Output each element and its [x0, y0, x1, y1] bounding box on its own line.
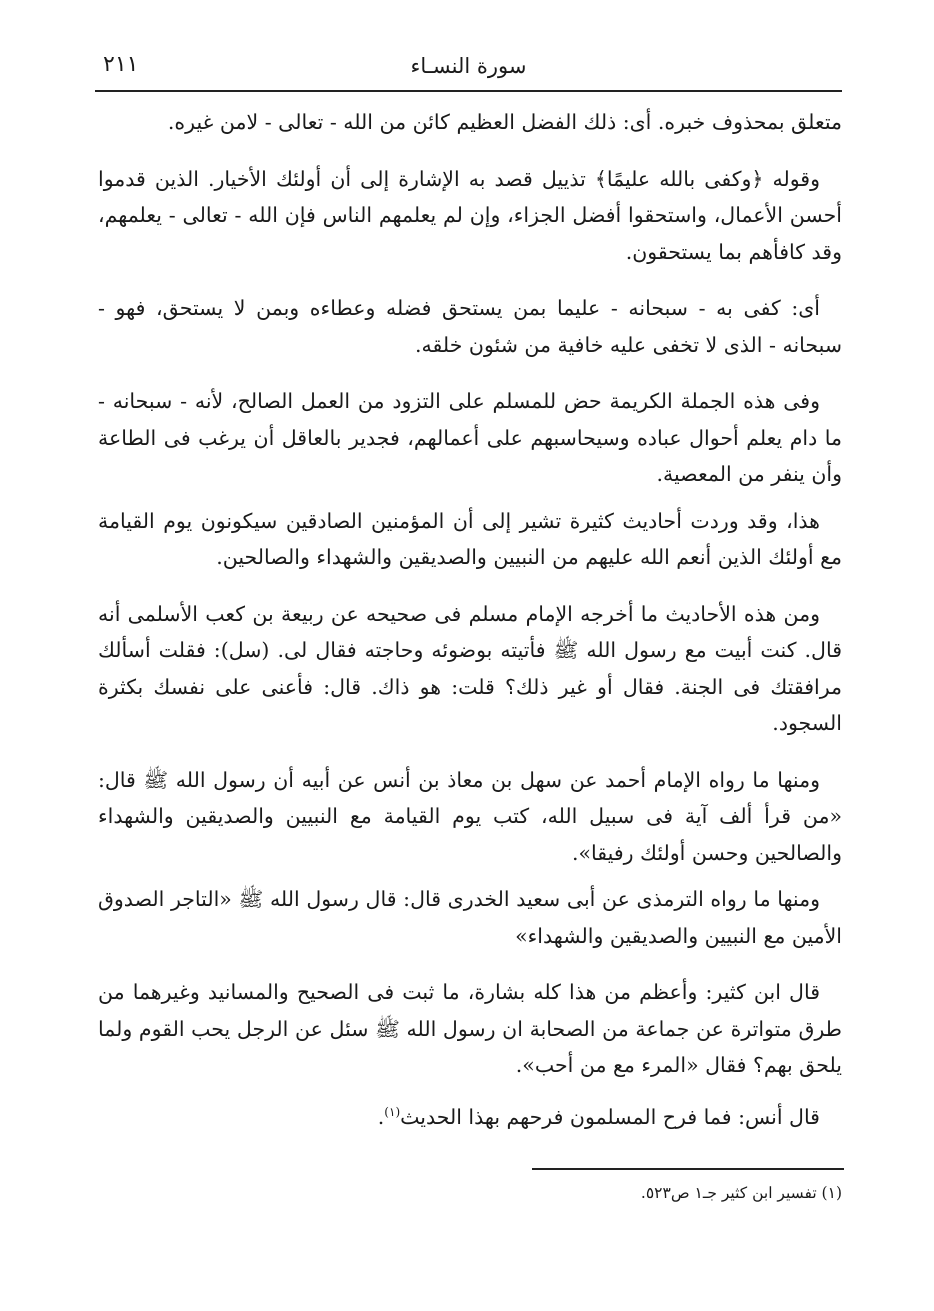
footnote-rule	[532, 1168, 844, 1170]
paragraph: وقوله ﴿وكفى بالله عليمًا﴾ تذييل قصد به الإشارة إلى أن أولئك الأخيار. الذين قدموا أحسن الأعمال، واستحقوا أفضل الجزاء، وإن لم يعلمهم الناس فإن الله - تعالى - يعلمهم، وقد كافأهم بما يستحقون.	[98, 166, 842, 264]
page-number: ٢١١	[103, 52, 139, 77]
page-header	[95, 44, 842, 92]
footnote: (١) تفسير ابن كثير جـ١ ص٥٢٣.	[640, 1184, 842, 1202]
paragraph: وفى هذه الجملة الكريمة حض للمسلم على التزود من العمل الصالح، لأنه - سبحانه - ما دام يعلم أحوال عباده وسيحاسبهم على أعمالهم، فجدير بالعاقل أن يرغب فى الطاعة وأن ينفر من المعصية.	[98, 389, 842, 486]
paragraph: هذا، وقد وردت أحاديث كثيرة تشير إلى أن المؤمنين الصادقين سيكونون يوم القيامة مع أولئك الذين أنعم الله عليهم من النبيين والصديقين والشهداء والصالحين.	[98, 508, 842, 569]
paragraph: ومنها ما رواه الترمذى عن أبى سعيد الخدرى قال: قال رسول الله ﷺ «التاجر الصدوق الأمين مع النبيين والصديقين والشهداء»	[98, 887, 842, 948]
paragraph: ومنها ما رواه الإمام أحمد عن سهل بن معاذ بن أنس عن أبيه أن رسول الله ﷺ قال: «من قرأ ألف آية فى سبيل الله، كتب يوم القيامة مع النبيين والصديقين والشهداء والصالحين وحسن أولئك رفيقا».	[98, 767, 842, 865]
paragraph-last: قال أنس: فما فرح المسلمون فرحهم بهذا الحديث$^{(١)}$.	[377, 1104, 820, 1129]
body-text	[98, 104, 842, 1155]
running-title: سورة النسـاء	[410, 54, 527, 78]
footnote-reference: (١)	[384, 1104, 401, 1119]
paragraph-text: قال أنس: فما فرح المسلمون فرحهم بهذا الحديث	[400, 1104, 820, 1129]
paragraph: قال ابن كثير: وأعظم من هذا كله بشارة، ما ثبت فى الصحيح والمسانيد وغيرهما من طرق متواترة عن جماعة من الصحابة ان رسول الله ﷺ سئل عن الرجل يحب القوم ولما يلحق بهم؟ فقال «المرء مع من أحب».	[98, 980, 842, 1077]
paragraph: أى: كفى به - سبحانه - عليما بمن يستحق فضله وعطاءه وبمن لا يستحق، فهو - سبحانه - الذى لا تخفى عليه خافية من شئون خلقه.	[98, 296, 842, 357]
header-rule	[95, 90, 842, 92]
paragraph: ومن هذه الأحاديث ما أخرجه الإمام مسلم فى صحيحه عن ربيعة بن كعب الأسلمى أنه قال. كنت أبيت مع رسول الله ﷺ فأتيته بوضوئه وحاجته فقال لى. (سل): فقلت أسألك مرافقتك فى الجنة. فقال أو غير ذلك؟ قلت: هو ذاك. قال: فأعنى على نفسك بكثرة السجود.	[98, 601, 842, 735]
paragraph: متعلق بمحذوف خبره. أى: ذلك الفضل العظيم كائن من الله - تعالى - لامن غيره.	[167, 110, 842, 134]
